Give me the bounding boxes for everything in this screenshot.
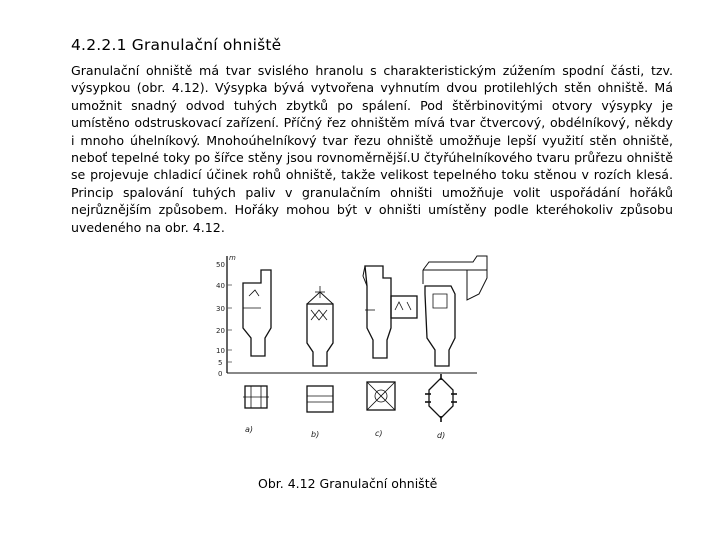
body-paragraph: Granulační ohniště má tvar svislého hranolu s charakteristickým zúžením spodní části, tzv. výsypkou (obr. 4.12). Výsypka bývá vytvořena vyhnutím dvou protilehlých stěn ohniště. Má umožnit snadný odvod tuhých zbytků po spálení. Pod štěrbinovitými otvory výsypky je umístěno odstruskovací zařízení. Příčný řez ohništěm mívá tvar čtvercový, obdélníkový, někdy i mnoho úhelníkový. Mnohoúhelníkový tvar řezu ohniště umožňuje lepší využití stěn ohniště, neboť tepelné toky po šířce stěny jsou rovnoměrnější.U čtyřúhelníkového tvaru průřezu ohniště se projevuje chladicí účinek rohů ohniště, takže velikost tepelného toku stěnou v rozích klesá. Princip spalování tuhých paliv v granulačním ohništi umožňuje volit uspořádání hořáků nejrůznějším způsobem. Hořáky mohou být v ohništi umístěny podle kteréhokoliv způsobu uvedeného na obr. 4.12. <box>71 63 673 235</box>
axis-tick-label: 5 <box>218 359 223 367</box>
axis-tick-label: 30 <box>216 305 225 313</box>
axis-unit-label: m <box>229 254 236 262</box>
axis-tick-label: 50 <box>216 261 225 269</box>
axis-tick-label: 20 <box>216 327 225 335</box>
variant-label: b) <box>311 430 320 439</box>
section-heading: 4.2.2.1 Granulační ohniště <box>71 36 282 54</box>
furnace-variant-c <box>363 266 417 438</box>
axis-tick-label: 40 <box>216 282 225 290</box>
height-axis <box>216 254 477 378</box>
variant-label: d) <box>437 431 446 440</box>
furnace-variant-a <box>243 270 271 434</box>
variant-label: a) <box>245 425 254 434</box>
variant-label: c) <box>375 429 383 438</box>
figure-granulation-furnace <box>215 248 505 452</box>
axis-tick-label: 0 <box>218 370 223 378</box>
figure-caption: Obr. 4.12 Granulační ohniště <box>258 476 438 491</box>
furnace-variant-b <box>307 286 333 439</box>
axis-tick-label: 10 <box>216 347 225 355</box>
furnace-variant-d <box>423 256 487 440</box>
